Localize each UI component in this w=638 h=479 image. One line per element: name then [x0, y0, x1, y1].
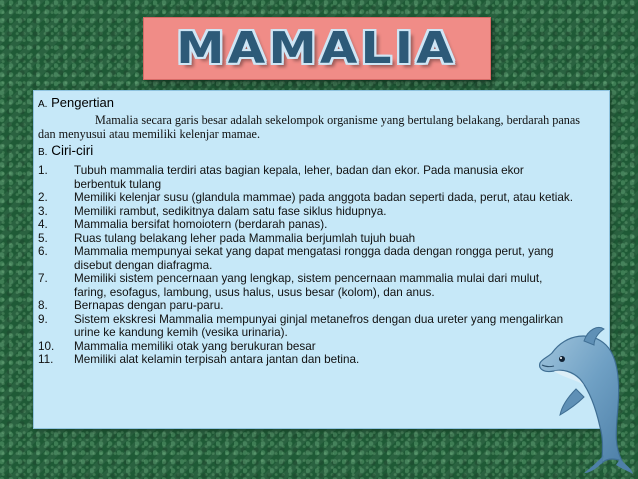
section-a-letter: A. [38, 99, 48, 110]
list-item [38, 272, 578, 299]
list-item [38, 340, 578, 354]
title-banner [143, 17, 491, 80]
list-item [38, 205, 578, 219]
list-item [38, 164, 578, 191]
list-item-number: 11. [38, 353, 54, 366]
list-item-number: 1. [38, 164, 48, 177]
list-item [38, 245, 578, 272]
characteristics-list [38, 164, 578, 367]
list-item-text: Memiliki rambut, sedikitnya dalam satu fase siklus hidupnya. [74, 204, 387, 218]
list-item-number: 2. [38, 191, 48, 204]
list-item-text: Memiliki alat kelamin terpisah antara jantan dan betina. [74, 353, 360, 366]
list-item [38, 232, 578, 246]
list-item-text: Memiliki sistem pencernaan yang lengkap, sistem pencernaan mammalia mulai dari mulut, faring, esofagus, lambung, usus halus, usus besar (kolom), dan anus. [74, 272, 543, 299]
list-item-text: Tubuh mammalia terdiri atas bagian kepala, leher, badan dan ekor. Pada manusia ekor berbentuk tulang [74, 164, 524, 191]
list-item [38, 299, 578, 313]
list-item-number: 8. [38, 299, 48, 312]
list-item [38, 313, 578, 340]
list-item-text: Ruas tulang belakang leher pada Mammalia berjumlah tujuh buah [74, 231, 416, 245]
section-a-title: Pengertian [51, 95, 114, 110]
list-item-number: 7. [38, 272, 48, 285]
list-item-text: Mammalia mempunyai sekat yang dapat mengatasi rongga dada dengan rongga perut, yang disebut dengan diafragma. [74, 245, 554, 272]
list-item-text: Mammalia memiliki otak yang berukuran besar [74, 339, 316, 353]
list-item-number: 5. [38, 231, 48, 245]
list-item-text: Bernapas dengan paru-paru. [74, 299, 224, 312]
list-item-number: 6. [38, 245, 48, 258]
list-item-text: Mammalia bersifat homoiotern (berdarah panas). [74, 218, 328, 231]
section-a-heading [38, 95, 114, 110]
page-title: MAMALIA [176, 23, 458, 74]
definition-paragraph: Mamalia secara garis besar adalah sekelompok organisme yang bertulang belakang, berdarah panas dan menyusui atau memiliki kelenjar mamae. [38, 113, 581, 141]
list-item [38, 218, 578, 232]
list-item-number: 9. [38, 312, 48, 326]
content-panel [33, 90, 610, 429]
list-item [38, 191, 578, 205]
section-b-heading [38, 143, 93, 158]
section-b-letter: B. [38, 147, 48, 158]
section-b-title: Ciri-ciri [51, 143, 94, 158]
list-item-number: 3. [38, 204, 48, 218]
list-item-number: 4. [38, 218, 48, 231]
dolphin-icon [532, 323, 634, 475]
list-item-text: Sistem ekskresi Mammalia mempunyai ginjal metanefros dengan dua ureter yang mengalirkan urine ke kandung kemih (vesika urinaria). [74, 312, 564, 339]
list-item [38, 353, 578, 367]
list-item-text: Memiliki kelenjar susu (glandula mammae) pada anggota badan seperti dada, perut, atau ketiak. [74, 191, 573, 204]
list-item-number: 10. [38, 339, 55, 353]
